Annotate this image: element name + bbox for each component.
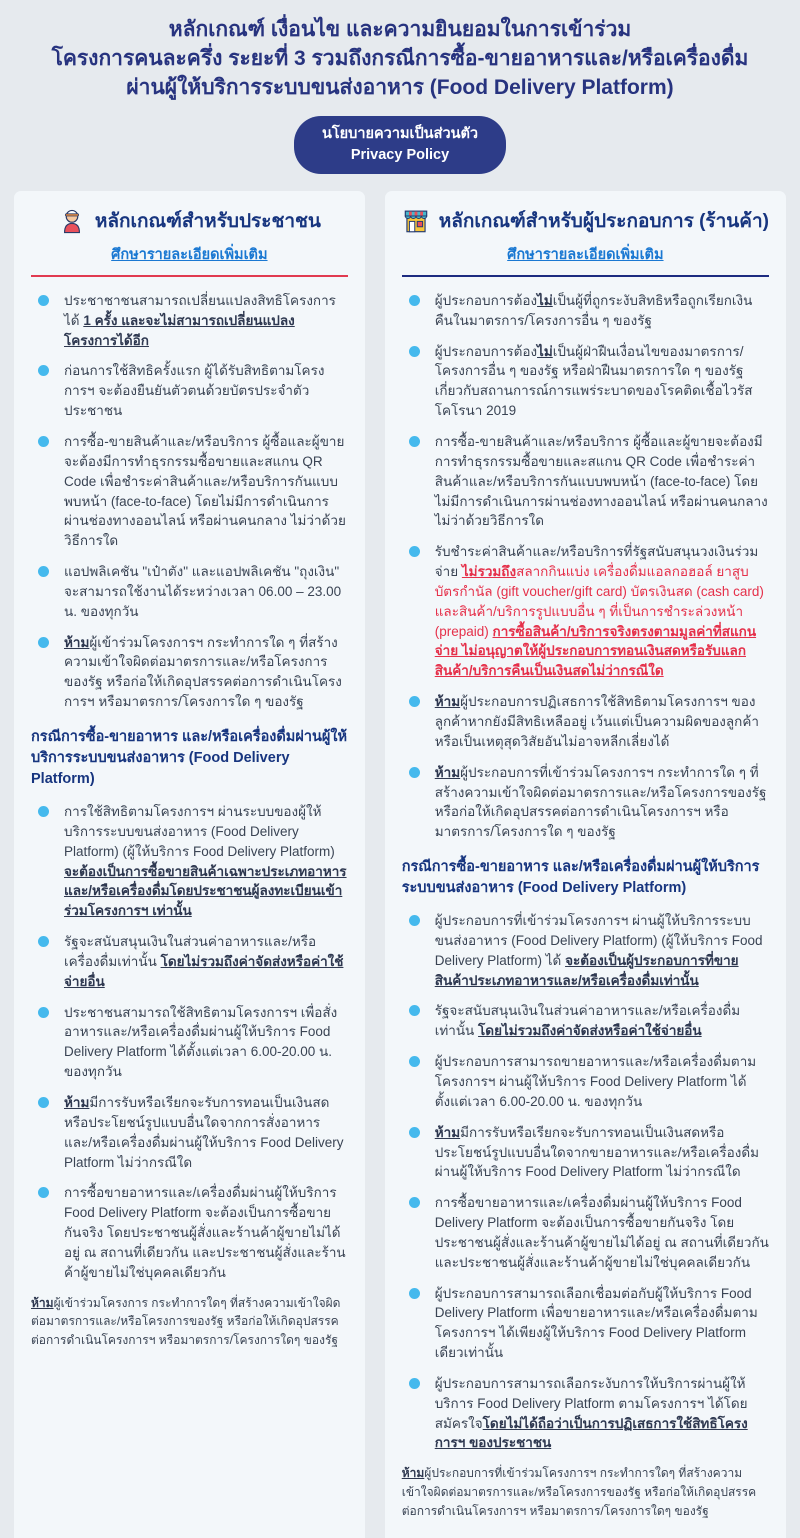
text-segment: ห้าม — [434, 1124, 461, 1140]
merchant-card-title: หลักเกณฑ์สำหรับผู้ประกอบการ (ร้านค้า) — [438, 210, 769, 232]
merchant-footnote — [402, 1464, 769, 1520]
page-title-line-3: ผ่านผู้ให้บริการระบบขนส่งอาหาร (Food Delivery Platform) — [126, 75, 674, 99]
citizen-details-link[interactable]: ศึกษารายละเอียดเพิ่มเติม — [111, 246, 268, 263]
text-segment: ผู้ประกอบการต้อง — [434, 292, 538, 308]
bullet-item — [31, 633, 348, 712]
text-segment: ห้าม — [64, 1094, 90, 1110]
bullet-item — [31, 361, 348, 421]
text-segment: จะต้องเป็นการซื้อขายสินค้าเฉพาะประเภทอาหารและ/หรือเครื่องดื่มโดยประชาชนผู้ลงทะเบียนเข้าร่วมโครงการฯ เท่านั้น — [64, 863, 347, 919]
bullet-item — [402, 1284, 769, 1363]
bullet-item — [402, 763, 769, 842]
bullet-item — [31, 562, 348, 622]
text-segment: ห้าม — [401, 1466, 425, 1481]
page-title — [0, 16, 800, 103]
text-segment: จะต้องเป็นผู้ประกอบการที่ขายสินค้าประเภทอาหารและ/หรือเครื่องดื่มเท่านั้น — [434, 952, 739, 988]
citizen-card-title: หลักเกณฑ์สำหรับประชาชน — [94, 210, 321, 232]
text-segment: การซื้อขายอาหารและ/เครื่องดื่มผ่านผู้ให้บริการ Food Delivery Platform จะต้องเป็นการซื้อขายกันจริง โดยประชาชนผู้สั่งและร้านค้าผู้ขายไม่ได้อยู่ ณ สถานที่เดียวกัน และประชาชนผู้สั่งและร้านค้าผู้ขายไม่ใช่บุคคลเดียวกัน — [434, 1195, 769, 1270]
text-segment: การซื้อ-ขายสินค้าและ/หรือบริการ ผู้ซื้อและผู้ขายจะต้องมีการทำธุรกรรมซื้อขายและสแกน QR Code เพื่อชำระค่าสินค้าและ/หรือบริการกันแบบพบหน้า (face-to-face) โดยไม่มีการดำเนินการผ่านช่องทางออนไลน์ หรือผ่านคนกลาง ไม่ว่าด้วยวิธีการใด — [434, 434, 768, 529]
text-segment: มีการรับหรือเรียกจะรับการทอนเป็นเงินสดหรือประโยชน์รูปแบบอื่นใดจากการสั่งอาหารและ/หรือเครื่องดื่มผ่านผู้ให้บริการ Food Delivery Platform ไม่ว่ากรณีใด — [64, 1094, 344, 1170]
citizen-divider — [31, 275, 348, 277]
text-segment: ผู้ประกอบการที่เข้าร่วมโครงการฯ กระทำการใดๆ ที่สร้างความเข้าใจผิดต่อมาตรการและ/หรือโครงการของรัฐ หรือก่อให้เกิดอุปสรรคต่อการดำเนินโครงการฯ หรือมาตรการ/โครงการใดๆ ของรัฐ — [401, 1466, 757, 1518]
bullet-item — [31, 932, 348, 992]
storefront-icon — [402, 207, 430, 235]
bullet-item — [31, 802, 348, 921]
text-segment: ผู้ประกอบการต้อง — [434, 343, 538, 359]
citizen-delivery-section-title: กรณีการซื้อ-ขายอาหาร และ/หรือเครื่องดื่มผ่านผู้ให้บริการระบบขนส่งอาหาร (Food Delivery Platform) — [31, 728, 348, 787]
bullet-item — [31, 1093, 348, 1172]
text-segment: 1 ครั้ง และจะไม่สามารถเปลี่ยนแปลงโครงการได้อีก — [64, 312, 295, 348]
columns — [0, 191, 800, 1538]
text-segment: แอปพลิเคชัน "เป๋าตัง" และแอปพลิเคชัน "ถุงเงิน" จะสามารถใช้งานได้ระหว่างเวลา 06.00 – 23.00 น. ของทุกวัน — [64, 564, 342, 619]
bullet-item — [402, 542, 769, 681]
text-segment: รัฐจะสนับสนุนเงินในส่วนค่าอาหารและ/หรือเครื่องดื่มเท่านั้น — [434, 1003, 741, 1039]
bullet-item — [402, 432, 769, 531]
text-segment: การใช้สิทธิตามโครงการฯ ผ่านระบบของผู้ให้บริการระบบขนส่งอาหาร (Food Delivery Platform) (ผู้ให้บริการ Food Delivery Platform) — [64, 804, 335, 859]
text-segment: ห้าม — [64, 634, 90, 650]
text-segment: โดยไม่ได้ถือว่าเป็นการปฏิเสธการใช้สิทธิโครงการฯ ของประชาชน — [434, 1415, 748, 1451]
text-segment: สลากกินแบ่ง เครื่องดื่มแอลกอฮอล์ ยาสูบ บัตรกำนัล (gift voucher/gift card) บัตรเงินสด (cash card) และสินค้า/บริการรูปแบบอื่น ๆ ที่เป็นการชำระล่วงหน้า (prepaid) — [434, 564, 764, 639]
page-title-line-2: โครงการคนละครึ่ง ระยะที่ 3 รวมถึงกรณีการซื้อ-ขายอาหารและ/หรือเครื่องดื่ม — [51, 46, 749, 70]
text-segment: การซื้อ-ขายสินค้าและ/หรือบริการ ผู้ซื้อและผู้ขายจะต้องมีการทำธุรกรรมซื้อขายและสแกน QR Code เพื่อชำระค่าสินค้าและ/หรือบริการกันแบบพบหน้า (face-to-face) โดยไม่มีการดำเนินการผ่านช่องทางออนไลน์ หรือผ่านคนกลาง ไม่ว่าด้วยวิธีการใด — [64, 434, 346, 549]
merchant-divider — [402, 275, 769, 277]
text-segment: ผู้ประกอบการสามารถขายอาหารและ/หรือเครื่องดื่มตามโครงการฯ ผ่านผู้ให้บริการ Food Delivery Platform ได้ตั้งแต่เวลา 6.00-20.00 น. ของทุกวัน — [434, 1054, 757, 1109]
text-segment: ก่อนการใช้สิทธิครั้งแรก ผู้ได้รับสิทธิตามโครงการฯ จะต้องยืนยันตัวตนด้วยบัตรประจำตัวประชาชน — [64, 363, 325, 419]
text-segment: เป็นผู้ที่ถูกระงับสิทธิหรือถูกเรียกเงินคืนในมาตรการ/โครงการอื่น ๆ ของรัฐ — [434, 292, 753, 328]
text-segment: ผู้เข้าร่วมโครงการฯ กระทำการใด ๆ ที่สร้างความเข้าใจผิดต่อมาตรการและ/หรือโครงการของรัฐ หรือก่อให้เกิดอุปสรรคต่อการดำเนินโครงการฯ หรือมาตรการ/โครงการใด ๆ ของรัฐ — [64, 634, 342, 710]
text-segment: รับชำระค่าสินค้าและ/หรือบริการที่รัฐสนับสนุนวงเงินร่วมจ่าย — [434, 544, 759, 580]
text-segment: โดยไม่รวมถึงค่าจัดส่งหรือค่าใช้จ่ายอื่น — [64, 953, 344, 989]
text-segment: มีการรับหรือเรียกจะรับการทอนเป็นเงินสดหรือประโยชน์รูปแบบอื่นใดจากขายอาหารและ/หรือเครื่องดื่มผ่านผู้ให้บริการ Food Delivery Platform ไม่ว่ากรณีใด — [434, 1124, 760, 1180]
person-icon — [58, 207, 86, 235]
text-segment: ไม่ — [537, 343, 553, 359]
bullet-item — [402, 692, 769, 752]
text-segment: ห้าม — [434, 764, 461, 780]
bullet-item — [402, 1374, 769, 1453]
citizen-rules-list — [31, 291, 348, 712]
text-segment: ไม่รวมถึง — [461, 564, 517, 580]
merchant-delivery-section-title: กรณีการซื้อ-ขายอาหาร และ/หรือเครื่องดื่มผ่านผู้ให้บริการระบบขนส่งอาหาร (Food Delivery Platform) — [401, 859, 760, 897]
bullet-item — [402, 1123, 769, 1183]
text-segment: การซื้อสินค้า/บริการจริงตรงตามมูลค่าที่สแกนจ่าย ไม่อนุญาตให้ผู้ประกอบการทอนเงินสดหรือรับแลกสินค้า/บริการคืนเป็นเงินสดไม่ว่ากรณีใด — [434, 623, 757, 679]
bullet-item — [31, 291, 348, 351]
bullet-item — [402, 1001, 769, 1041]
privacy-policy-button[interactable] — [294, 116, 506, 174]
text-segment: ประชาชนสามารถใช้สิทธิตามโครงการฯ เพื่อสั่งอาหารและ/หรือเครื่องดื่มผ่านผู้ให้บริการ Food Delivery Platform ได้ตั้งแต่เวลา 6.00-20.00 น. ของทุกวัน — [64, 1004, 338, 1080]
privacy-policy-label-th: นโยบายความเป็นส่วนตัว — [321, 125, 479, 142]
citizen-card — [14, 191, 365, 1538]
text-segment: เป็นผู้ฝ่าฝืนเงื่อนไขของมาตรการ/โครงการอื่น ๆ ของรัฐ หรือฝ่าฝืนมาตรการใด ๆ ของรัฐเกี่ยวกับสถานการณ์การแพร่ระบาดของโรคติดเชื้อไวรัสโคโรนา 2019 — [434, 343, 753, 419]
text-segment: ผู้ประกอบการที่เข้าร่วมโครงการฯ ผ่านผู้ให้บริการระบบขนส่งอาหาร (Food Delivery Platform) (ผู้ให้บริการ Food Delivery Platform) ได้ — [434, 913, 763, 968]
text-segment: รัฐจะสนับสนุนเงินในส่วนค่าอาหารและ/หรือเครื่องดื่มเท่านั้น — [64, 934, 317, 969]
citizen-footnote — [31, 1294, 348, 1350]
text-segment: ห้าม — [31, 1295, 54, 1310]
bullet-item — [31, 432, 348, 551]
text-segment: ผู้ประกอบการสามารถเลือกเชื่อมต่อกับผู้ให้บริการ Food Delivery Platform เพื่อขายอาหารและ/หรือเครื่องดื่มตามโครงการฯ ได้เพียงผู้ให้บริการ Food Delivery Platform เดียวเท่านั้น — [434, 1285, 758, 1361]
bullet-item — [31, 1003, 348, 1082]
merchant-details-link[interactable]: ศึกษารายละเอียดเพิ่มเติม — [507, 246, 664, 263]
text-segment: ห้าม — [434, 694, 461, 710]
citizen-card-header — [31, 206, 348, 236]
text-segment: ผู้ประกอบการสามารถเลือกระงับการให้บริการผ่านผู้ให้บริการ Food Delivery Platform ตามโครงการฯ ได้โดยสมัครใจ — [434, 1375, 748, 1431]
text-segment: โดยไม่รวมถึงค่าจัดส่งหรือค่าใช้จ่ายอื่น — [478, 1023, 702, 1039]
merchant-rules-list — [402, 291, 769, 842]
bullet-item — [402, 1193, 769, 1272]
merchant-card — [385, 191, 786, 1538]
text-segment: ผู้ประกอบการที่เข้าร่วมโครงการฯ กระทำการใด ๆ ที่สร้างความเข้าใจผิดต่อมาตรการและ/หรือโครงการของรัฐ หรือก่อให้เกิดอุปสรรคต่อการดำเนินโครงการฯ หรือมาตรการ/โครงการใด ๆ ของรัฐ — [434, 764, 767, 840]
citizen-delivery-rules-list — [31, 802, 348, 1283]
bullet-item — [402, 342, 769, 421]
bullet-item — [402, 291, 769, 331]
bullet-item — [402, 1052, 769, 1112]
text-segment: ผู้ประกอบการปฏิเสธการใช้สิทธิตามโครงการฯ ของลูกค้าหากยังมีสิทธิเหลืออยู่ เว้นแต่เป็นความผิดของลูกค้าหรือเป็นเหตุสุดวิสัยอันไม่อาจหลีกเลี่ยงได้ — [434, 694, 759, 749]
bullet-item — [402, 911, 769, 990]
merchant-delivery-rules-list — [402, 911, 769, 1453]
merchant-card-header — [402, 206, 769, 236]
page-title-line-1: หลักเกณฑ์ เงื่อนไข และความยินยอมในการเข้าร่วม — [168, 18, 632, 41]
bullet-item — [31, 1183, 348, 1282]
privacy-policy-label-en: Privacy Policy — [350, 146, 450, 163]
text-segment: ประชาชาชนสามารถเปลี่ยนแปลงสิทธิโครงการได้ — [64, 292, 336, 328]
text-segment: ไม่ — [537, 292, 553, 308]
text-segment: ผู้เข้าร่วมโครงการ กระทำการใดๆ ที่สร้างความเข้าใจผิดต่อมาตรการและ/หรือโครงการของรัฐ หรือก่อให้เกิดอุปสรรคต่อการดำเนินโครงการฯ หรือมาตรการ/โครงการใดๆ ของรัฐ — [31, 1295, 341, 1347]
text-segment: การซื้อขายอาหารและ/เครื่องดื่มผ่านผู้ให้บริการ Food Delivery Platform จะต้องเป็นการซื้อขายกันจริง โดยประชาชนผู้สั่งและร้านค้าผู้ขายไม่ได้อยู่ ณ สถานที่เดียวกัน และประชาชนผู้สั่งและร้านค้าผู้ขายไม่ใช่บุคคลเดียวกัน — [64, 1185, 346, 1280]
